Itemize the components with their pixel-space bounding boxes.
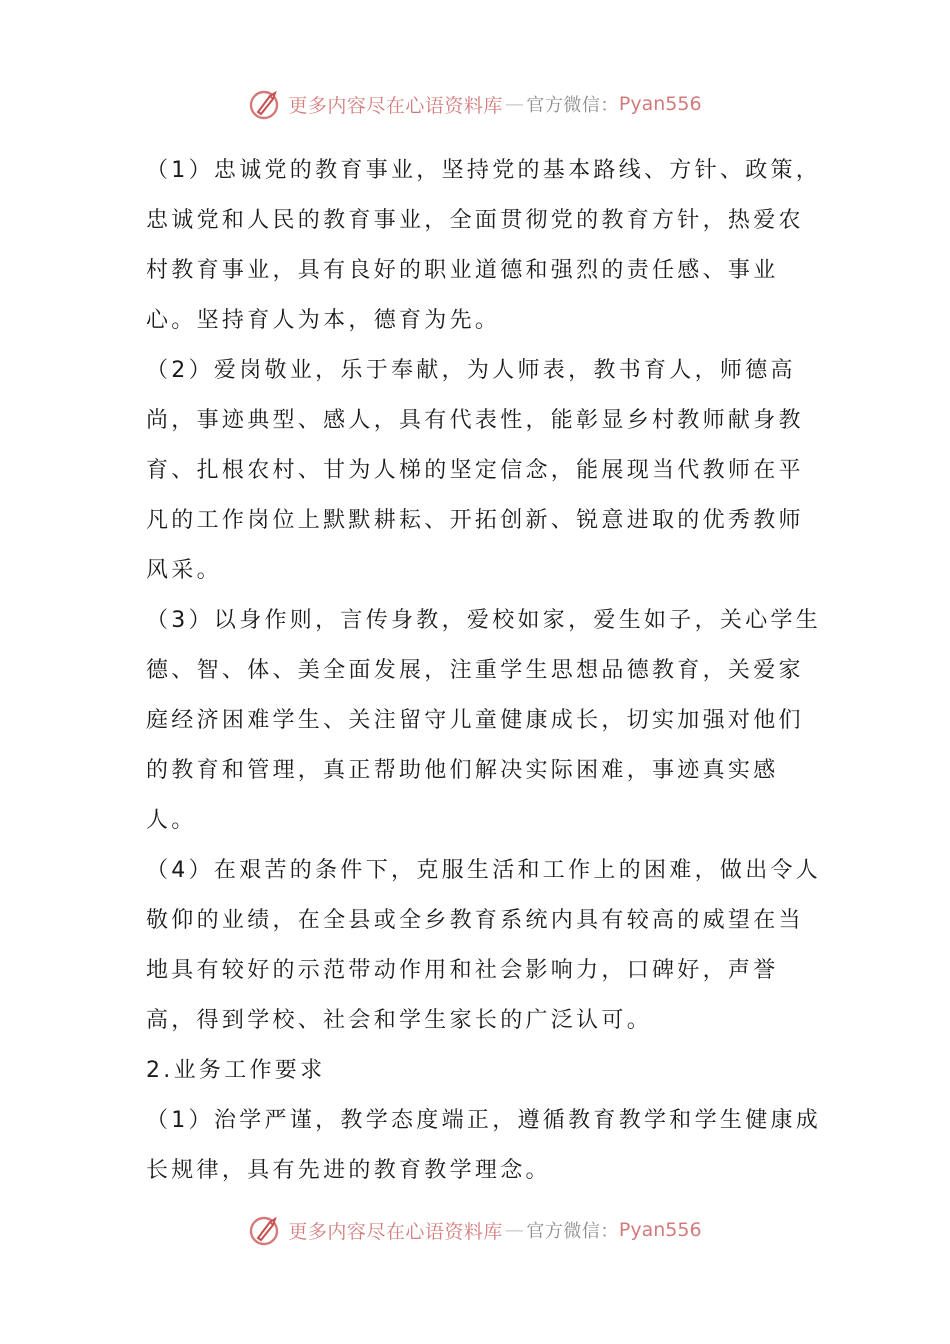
watermark-text: 更多内容尽在心语资料库 xyxy=(288,1220,503,1243)
section-heading: 2.业务工作要求 xyxy=(146,1058,326,1083)
document-body xyxy=(146,146,826,1196)
paragraph-4: （4）在艰苦的条件下，克服生活和工作上的困难，做出令人敬仰的业绩，在全县或全乡教育系统内具有较高的威望在当地具有较好的示范带动作用和社会影响力，口碑好，声誉高，得到学校、社会和学生家长的广泛认可。 xyxy=(146,858,822,1033)
header-watermark xyxy=(0,84,950,124)
paragraph-2: （2）爱岗敬业，乐于奉献，为人师表，教书育人，师德高尚，事迹典型、感人，具有代表性，能彰显乡村教师献身教育、扎根农村、甘为人梯的坚定信念，能展现当代教师在平凡的工作岗位上默默耕耘、开拓创新、锐意进取的优秀教师风采。 xyxy=(146,358,804,583)
footer-watermark xyxy=(0,1210,950,1250)
paragraph-1: （1）忠诚党的教育事业，坚持党的基本路线、方针、政策，忠诚党和人民的教育事业，全面贯彻党的教育方针，热爱农村教育事业，具有良好的职业道德和强烈的责任感、事业心。坚持育人为本，德育为先。 xyxy=(146,158,822,333)
watermark-separator: — xyxy=(504,1219,525,1241)
paragraph-3: （3）以身作则，言传身教，爱校如家，爱生如子，关心学生德、智、体、美全面发展，注重学生思想品德教育，关爱家庭经济困难学生、关注留守儿童健康成长，切实加强对他们的教育和管理，真正帮助他们解决实际困难，事迹真实感人。 xyxy=(146,608,822,833)
section-paragraph-1: （1）治学严谨，教学态度端正，遵循教育教学和学生健康成长规律，具有先进的教育教学理念。 xyxy=(146,1108,822,1183)
watermark-text: 更多内容尽在心语资料库 xyxy=(288,94,503,117)
watermark-label: 官方微信： xyxy=(526,95,619,116)
pen-nib-circle-icon xyxy=(248,87,282,121)
watermark-id: Pyan556 xyxy=(618,93,702,115)
watermark-separator: — xyxy=(504,93,525,115)
watermark-label: 官方微信： xyxy=(526,1221,619,1242)
pen-nib-circle-icon xyxy=(248,1213,282,1247)
watermark-id: Pyan556 xyxy=(618,1219,702,1241)
